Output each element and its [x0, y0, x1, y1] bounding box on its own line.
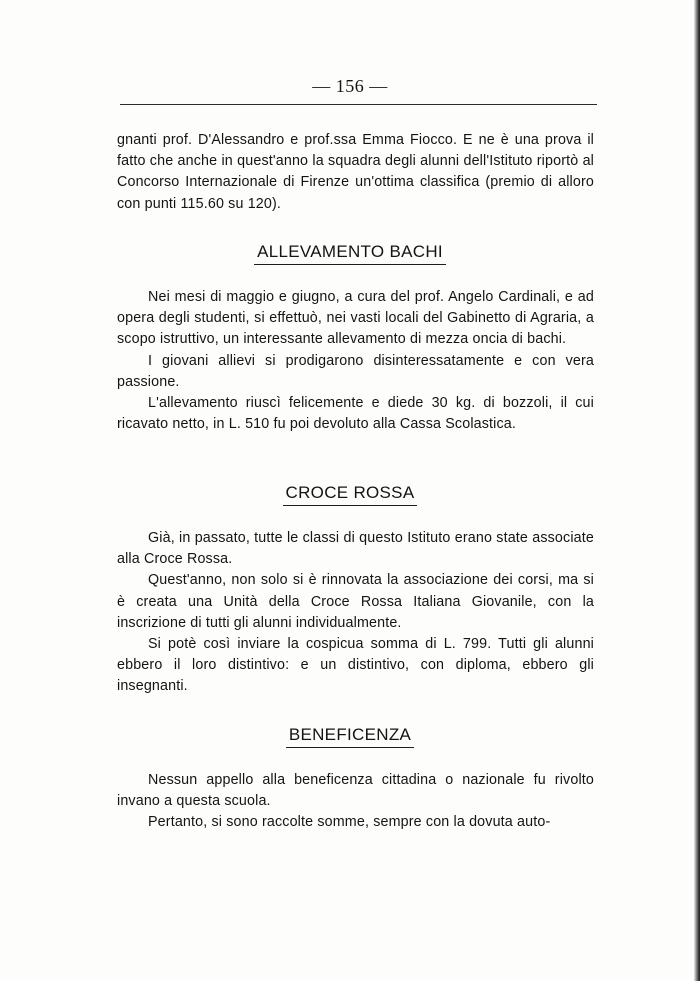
section-heading-allevamento	[0, 242, 700, 265]
paragraph: L'allevamento riuscì felicemente e diede 30 kg. di bozzoli, il cui ricavato netto, in L. 510 fu poi devoluto alla Cassa Scolastica.	[117, 395, 594, 433]
page-number: — 156 —	[312, 76, 388, 96]
intro-text-block	[117, 130, 594, 215]
header-rule	[120, 104, 597, 105]
paragraph: Nei mesi di maggio e giugno, a cura del prof. Angelo Cardinali, e ad opera degli studenti, si effettuò, nei vasti locali del Gabinetto di Agraria, a scopo istruttivo, un interessante allevamento di mezza oncia di bachi.	[117, 289, 594, 348]
paragraph: Già, in passato, tutte le classi di questo Istituto erano state associate alla Croce Rossa.	[117, 530, 594, 568]
paragraph: Quest'anno, non solo si è rinnovata la associazione dei corsi, ma si è creata una Unità della Croce Rossa Italiana Giovanile, con la inscrizione di tutti gli alunni individualmente.	[117, 572, 594, 631]
section-heading-croce-rossa	[0, 483, 700, 506]
section-title: ALLEVAMENTO BACHI	[254, 242, 446, 265]
section-body-allevamento	[117, 287, 594, 435]
paragraph: I giovani allievi si prodigarono disinteressatamente e con vera passione.	[117, 352, 594, 390]
paragraph: Si potè così inviare la cospicua somma di L. 799. Tutti gli alunni ebbero il loro distintivo: e un distintivo, con diploma, ebbero gli insegnanti.	[117, 636, 594, 695]
paragraph: gnanti prof. D'Alessandro e prof.ssa Emma Fiocco. E ne è una prova il fatto che anche in quest'anno la squadra degli alunni dell'Istituto riportò al Concorso Internazionale di Firenze un'ottima classifica (premio di alloro con punti 115.60 su 120).	[117, 132, 594, 212]
section-body-beneficenza	[117, 770, 594, 834]
section-body-croce-rossa	[117, 528, 594, 698]
section-heading-beneficenza	[0, 725, 700, 748]
paragraph: Pertanto, si sono raccolte somme, sempre con la dovuta auto-	[148, 814, 551, 831]
section-title: CROCE ROSSA	[283, 483, 418, 506]
paragraph: Nessun appello alla beneficenza cittadina o nazionale fu rivolto invano a questa scuola.	[117, 772, 594, 810]
section-title: BENEFICENZA	[286, 725, 414, 748]
